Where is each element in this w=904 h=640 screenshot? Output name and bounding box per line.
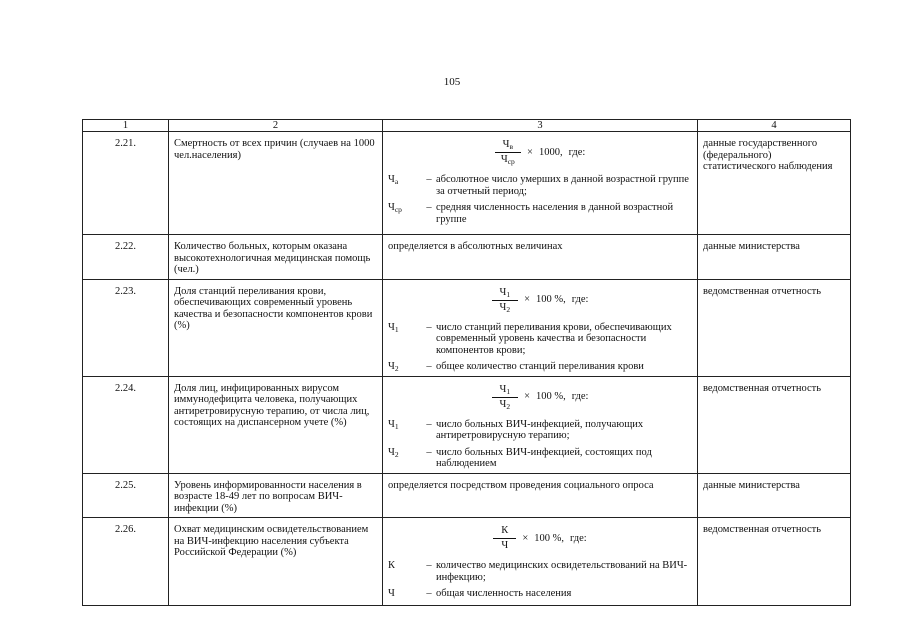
definition-dash: –	[426, 174, 432, 185]
definition-text: общая численность населения	[436, 588, 572, 599]
definition-item	[388, 447, 692, 470]
definition-symbol: $Ч_2$	[388, 361, 399, 373]
definition-text: количество медицинских освидетельствований на ВИЧ-инфекцию;	[436, 560, 688, 583]
definitions-list	[388, 174, 692, 225]
data-source: данные министерства	[698, 473, 851, 518]
subscript: 2	[506, 401, 511, 411]
calculation-cell	[383, 235, 698, 280]
calculation-method: определяется посредством проведения социального опроса	[388, 479, 654, 491]
row-number: 2.21.	[83, 132, 169, 235]
fraction	[492, 287, 519, 314]
table-row	[83, 376, 851, 473]
multiply-sign: ×	[524, 391, 531, 403]
table-header-row	[83, 120, 851, 132]
page-number: 105	[443, 76, 461, 88]
subscript: 2	[394, 364, 399, 373]
subscript: 1	[394, 421, 399, 431]
multiply-sign: ×	[522, 532, 529, 544]
fraction	[495, 139, 521, 166]
definition-dash: –	[426, 418, 432, 430]
table-row	[83, 518, 851, 606]
subscript: 1	[506, 289, 511, 299]
data-source: ведомственная отчетность	[698, 518, 851, 606]
fraction	[493, 525, 516, 552]
definition-symbol: $Ч_а$	[388, 174, 399, 186]
fraction-numerator: $Ч_1$	[492, 287, 519, 301]
definition-symbol: $Ч_1$	[388, 321, 399, 334]
multiplier: 1000,	[538, 146, 563, 158]
fraction-denominator: $Ч_2$	[499, 301, 511, 314]
multiplier: 100 %,	[536, 294, 566, 306]
definition-dash: –	[426, 202, 432, 213]
definition-dash: –	[426, 588, 432, 599]
definition-item	[388, 361, 692, 373]
fraction-numerator: $Ч_в$	[495, 139, 521, 153]
row-number: 2.23.	[83, 279, 169, 376]
definition-item	[388, 202, 692, 225]
fraction-denominator: $Ч_{ср}$	[500, 154, 515, 166]
definitions-list	[388, 419, 692, 470]
fraction-denominator: Ч	[501, 540, 509, 551]
definition-text: число больных ВИЧ-инфекцией, состоящих под наблюдением	[436, 446, 652, 469]
column-header: 4	[698, 120, 851, 132]
indicators-table	[82, 119, 851, 606]
multiplier: 100 %,	[536, 391, 566, 403]
fraction-numerator: К	[493, 525, 516, 539]
where-label: где:	[568, 146, 586, 158]
indicator-name: Количество больных, которым оказана высокотехнологичная медицинская помощь (чел.)	[169, 235, 383, 280]
column-header: 3	[383, 120, 698, 132]
formula	[388, 525, 692, 552]
definition-symbol: $Ч_{ср}$	[388, 202, 402, 214]
subscript: 2	[394, 449, 399, 459]
definition-symbol: $Ч_2$	[388, 446, 399, 459]
where-label: где:	[571, 391, 589, 403]
calculation-cell	[383, 473, 698, 518]
definition-dash: –	[426, 361, 432, 372]
row-number: 2.25.	[83, 473, 169, 518]
calculation-cell	[383, 376, 698, 473]
definition-symbol: $Ч_1$	[388, 418, 399, 431]
definition-item	[388, 560, 692, 588]
multiply-sign: ×	[527, 146, 533, 158]
multiplier: 100 %,	[534, 532, 564, 544]
formula	[388, 139, 692, 166]
formula	[388, 287, 692, 314]
table-row	[83, 132, 851, 235]
definition-item	[388, 322, 692, 362]
subscript: 1	[394, 324, 399, 334]
table-row	[83, 473, 851, 518]
column-header: 1	[83, 120, 169, 132]
fraction-denominator: $Ч_2$	[499, 398, 511, 411]
subscript: 2	[506, 304, 511, 314]
definition-text: число станций переливания крови, обеспечивающих современный уровень качества и безопасности компонентов крови;	[436, 321, 672, 356]
where-label: где:	[569, 532, 587, 544]
definition-text: число больных ВИЧ-инфекцией, получающих антиретровирусную терапию;	[436, 418, 644, 441]
formula	[388, 384, 692, 411]
indicator-name: Доля станций переливания крови, обеспечивающих современный уровень качества и безопасности компонентов крови (%)	[169, 279, 383, 376]
data-source: ведомственная отчетность	[698, 376, 851, 473]
where-label: где:	[571, 294, 589, 306]
definition-dash: –	[426, 446, 432, 458]
fraction	[492, 384, 519, 411]
definition-symbol: Ч	[388, 588, 395, 599]
row-number: 2.26.	[83, 518, 169, 606]
row-number: 2.22.	[83, 235, 169, 280]
subscript: 1	[506, 386, 511, 396]
definition-text: общее количество станций переливания крови	[436, 361, 644, 372]
multiply-sign: ×	[524, 294, 531, 306]
definition-symbol: К	[388, 560, 396, 571]
definition-dash: –	[426, 321, 432, 333]
definitions-list	[388, 560, 692, 600]
indicator-name: Уровень информированности населения в возрасте 18-49 лет по вопросам ВИЧ-инфекции (%)	[169, 473, 383, 518]
definition-item	[388, 419, 692, 447]
definition-text: абсолютное число умерших в данной возрастной группе за отчетный период;	[436, 174, 689, 197]
definition-text: средняя численность населения в данной возрастной группе	[436, 202, 674, 225]
data-source: данные министерства	[698, 235, 851, 280]
definition-dash: –	[426, 560, 432, 571]
calculation-cell	[383, 132, 698, 235]
definition-item	[388, 174, 692, 202]
indicator-name: Охват медицинским освидетельствованием на ВИЧ-инфекцию населения субъекта Российской Федерации (%)	[169, 518, 383, 606]
data-source: данные государственного (федерального) статистического наблюдения	[698, 132, 851, 235]
indicator-name: Доля лиц, инфицированных вирусом иммунодефицита человека, получающих антиретровирусную терапию, от числа лиц, состоящих на диспансерном учете (%)	[169, 376, 383, 473]
subscript: ср	[394, 205, 402, 214]
data-source: ведомственная отчетность	[698, 279, 851, 376]
definition-item	[388, 588, 692, 600]
subscript: ср	[507, 157, 515, 166]
calculation-method: определяется в абсолютных величинах	[388, 241, 563, 252]
calculation-cell	[383, 279, 698, 376]
table-row	[83, 235, 851, 280]
column-header: 2	[169, 120, 383, 132]
table-row	[83, 279, 851, 376]
calculation-cell	[383, 518, 698, 606]
subscript: а	[394, 177, 399, 186]
subscript: в	[509, 142, 514, 151]
row-number: 2.24.	[83, 376, 169, 473]
fraction-numerator: $Ч_1$	[492, 384, 519, 398]
indicator-name: Смертность от всех причин (случаев на 1000 чел.населения)	[169, 132, 383, 235]
definitions-list	[388, 322, 692, 373]
